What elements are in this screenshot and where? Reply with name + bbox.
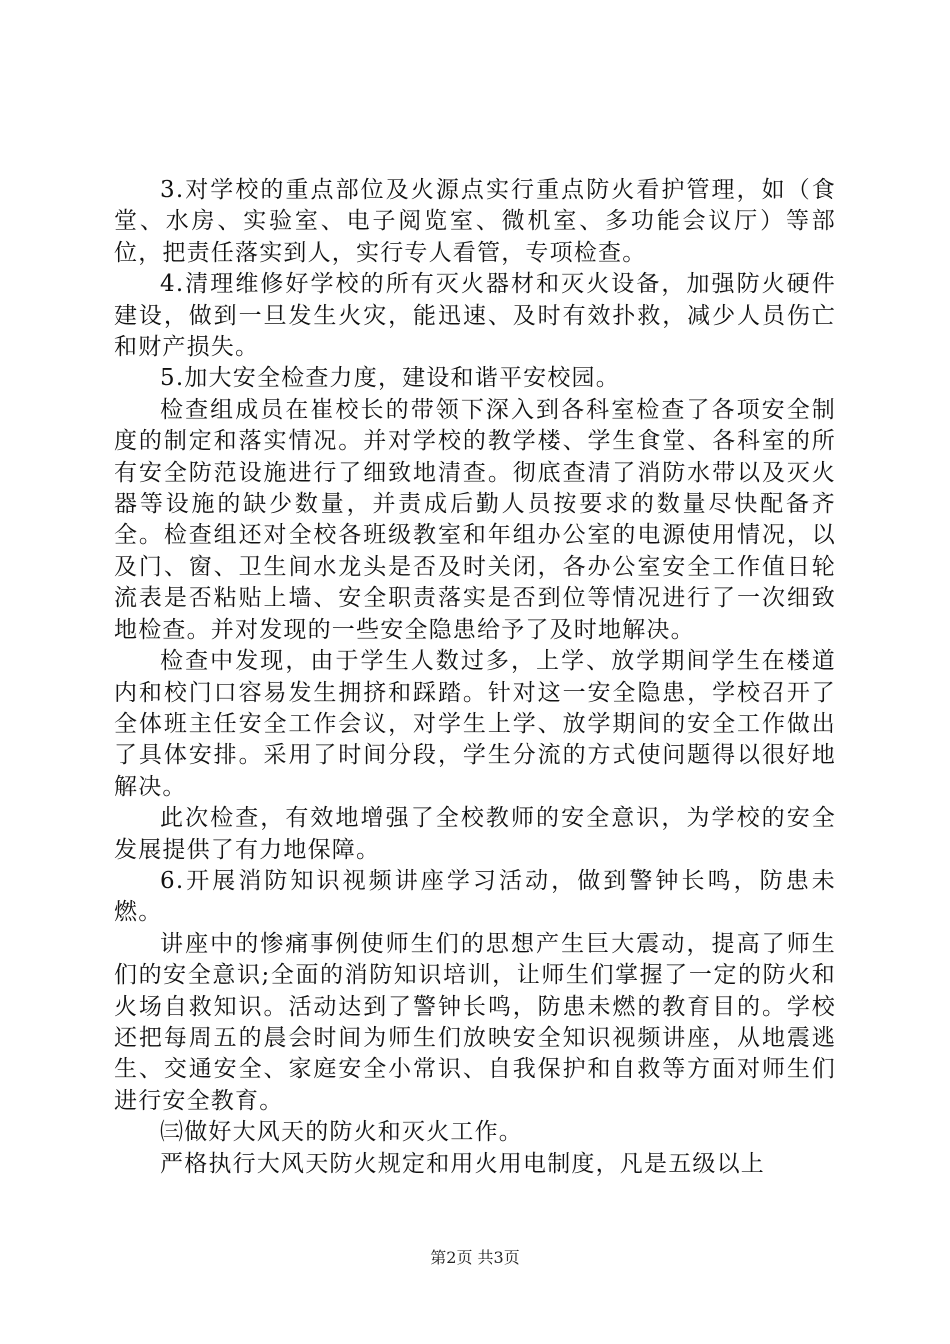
paragraph-item-3: 3.对学校的重点部位及火源点实行重点防火看护管理，如（食堂、水房、实验室、电子阅览室、微机室、多功能会议厅）等部位，把责任落实到人，实行专人看管，专项检查。 bbox=[114, 177, 836, 266]
paragraph-item-4: 4.清理维修好学校的所有灭火器材和灭火设备，加强防火硬件建设，做到一旦发生火灾，能迅速、及时有效扑救，减少人员伤亡和财产损失。 bbox=[114, 271, 836, 361]
paragraph-inspection-result: 此次检查，有效地增强了全校教师的安全意识，为学校的安全发展提供了有力地保障。 bbox=[114, 805, 836, 863]
paragraph-lecture: 讲座中的惨痛事例使师生们的思想产生巨大震动，提高了师生们的安全意识;全面的消防知识培训，让师生们掌握了一定的防火和火场自救知识。活动达到了警钟长鸣，防患未燃的教育目的。学校还把每周五的晨会时间为师生们放映安全知识视频讲座，从地震逃生、交通安全、家庭安全小常识、自我保护和自救等方面对师生们进行安全教育。 bbox=[114, 930, 836, 1114]
paragraph-item-5: 5.加大安全检查力度，建设和谐平安校园。 bbox=[160, 365, 620, 392]
page-footer: 第2页 共3页 bbox=[430, 1248, 520, 1267]
document-body bbox=[114, 175, 836, 1180]
paragraph-item-6: 6.开展消防知识视频讲座学习活动，做到警钟长鸣，防患未燃。 bbox=[114, 867, 836, 926]
paragraph-inspection-findings: 检查中发现，由于学生人数过多，上学、放学期间学生在楼道内和校门口容易发生拥挤和踩踏。针对这一安全隐患，学校召开了全体班主任安全工作会议，对学生上学、放学期间的安全工作做出了具体安排。采用了时间分段，学生分流的方式使问题得以很好地解决。 bbox=[114, 648, 836, 800]
section-heading-3: ㈢做好大风天的防火和灭火工作。 bbox=[160, 1119, 523, 1146]
paragraph-inspection-team: 检查组成员在崔校长的带领下深入到各科室检查了各项安全制度的制定和落实情况。并对学校的教学楼、学生食堂、各科室的所有安全防范设施进行了细致地清查。彻底查清了消防水带以及灭火器等设施的缺少数量，并责成后勤人员按要求的数量尽快配备齐全。检查组还对全校各班级教室和年组办公室的电源使用情况，以及门、窗、卫生间水龙头是否及时关闭，各办公室安全工作值日轮流表是否粘贴上墙、安全职责落实是否到位等情况进行了一次细致地检查。并对发现的一些安全隐患给予了及时地解决。 bbox=[114, 396, 836, 643]
paragraph-windy-days: 严格执行大风天防火规定和用火用电制度，凡是五级以上 bbox=[160, 1150, 765, 1177]
